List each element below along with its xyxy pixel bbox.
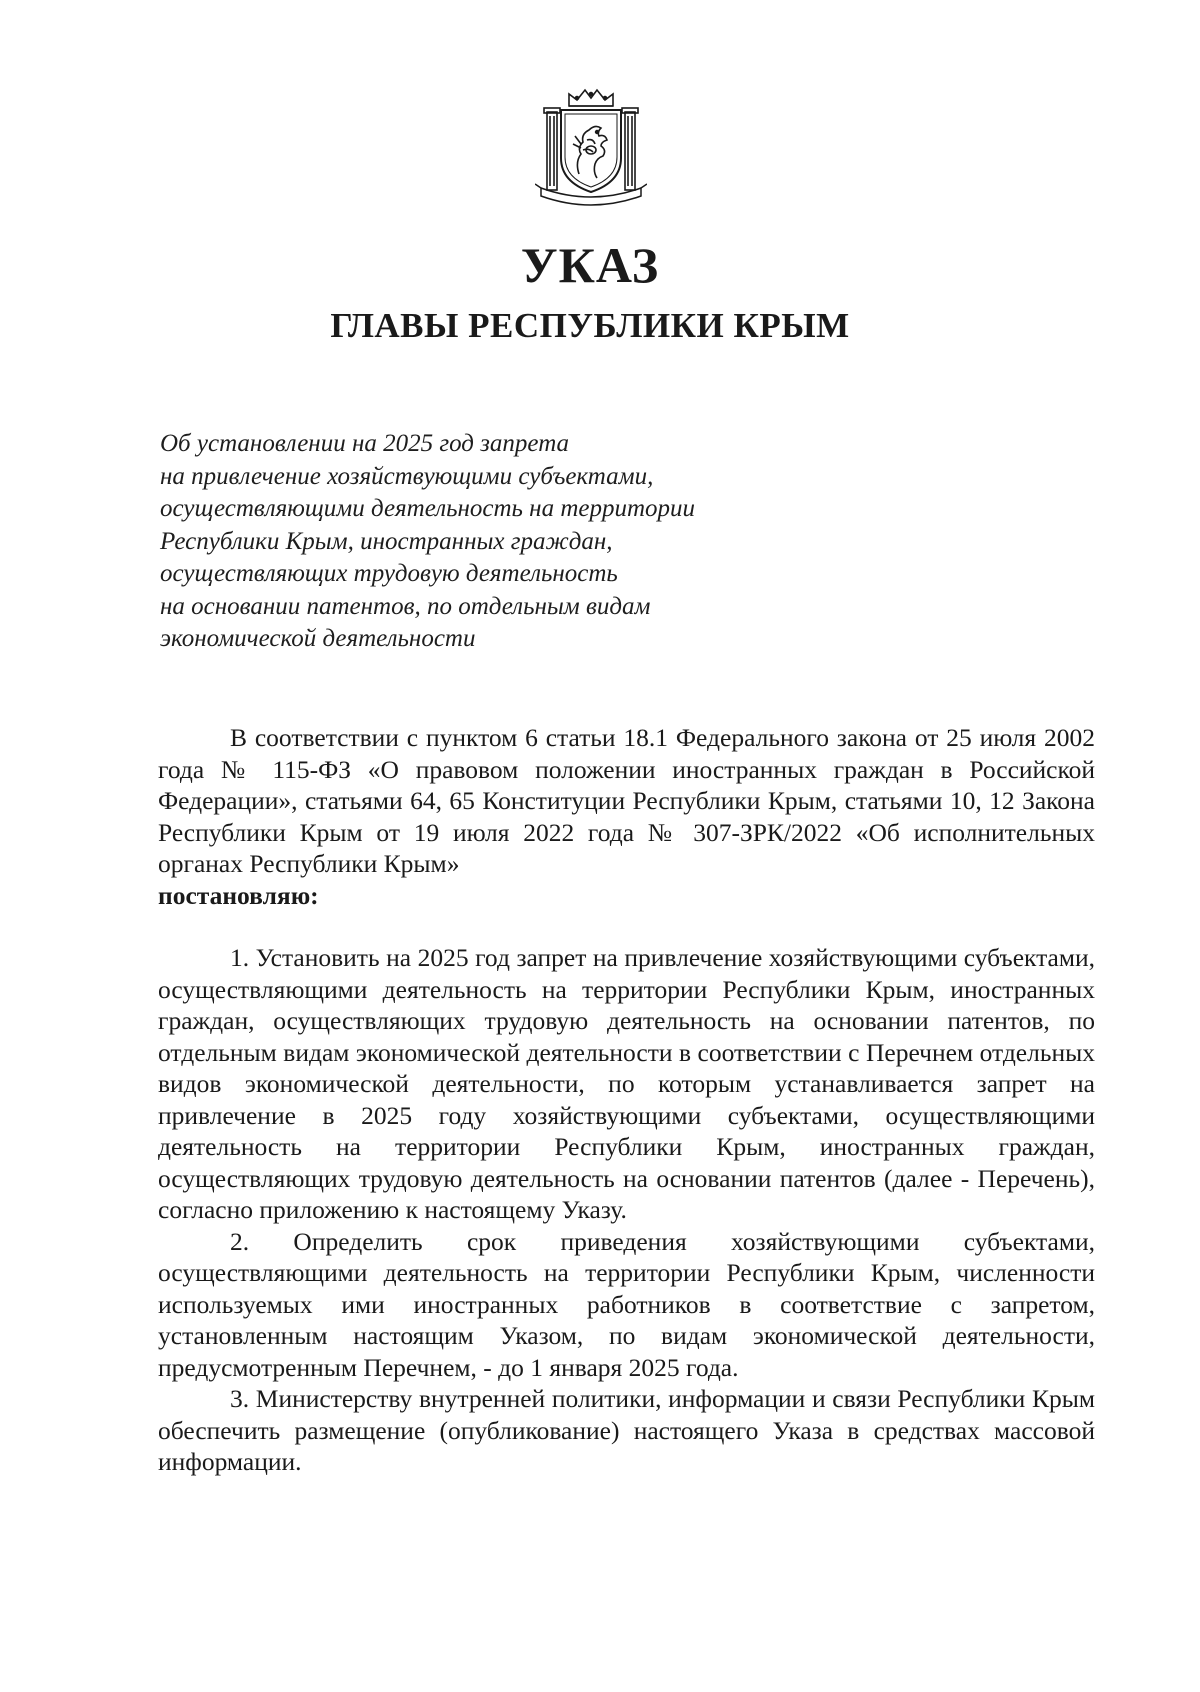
- preamble-text: В соответствии с пунктом 6 статьи 18.1 Федерального закона от 25 июля 2002 года № 115-ФЗ «О правовом положении иностранных граждан в Российской Федерации», статьями 64, 65 Конституции Республики Крым, статьями 10, 12 Закона Республики Крым от 19 июля 2022 года № 307-ЗРК/2022 «Об исполнительных органах Республики Крым»: [158, 723, 1095, 878]
- decree-item-1: 1. Установить на 2025 год запрет на привлечение хозяйствующими субъектами, осуществляющими деятельность на территории Республики Крым, иностранных граждан, осуществляющих трудовую деятельность на основании патентов, по отдельным видам экономической деятельности в соответствии с Перечнем отдельных видов экономической деятельности, по которым устанавливается запрет на привлечение в 2025 году хозяйствующими субъектами, осуществляющими деятельность на территории Республики Крым, иностранных граждан, осуществляющих трудовую деятельность на основании патентов (далее - Перечень), согласно приложению к настоящему Указу.: [158, 943, 1095, 1224]
- heading-line: экономической деятельности: [160, 625, 476, 652]
- heading-line: на основании патентов, по отдельным видам: [160, 592, 651, 620]
- document-body: [158, 722, 1095, 1478]
- heading-line: осуществляющими деятельность на территории: [160, 495, 696, 522]
- heading-line: Об установлении на 2025 год запрета: [160, 430, 570, 457]
- crimea-coat-of-arms-icon: [535, 84, 647, 206]
- heading-line: Республики Крым, иностранных граждан,: [160, 527, 613, 555]
- document-heading: [160, 428, 800, 656]
- heading-line: на привлечение хозяйствующими субъектами,: [160, 462, 654, 490]
- heading-line: осуществляющих трудовую деятельность: [160, 560, 618, 587]
- document-title: УКАЗ: [520, 237, 660, 293]
- document-subtitle: ГЛАВЫ РЕСПУБЛИКИ КРЫМ: [330, 306, 850, 345]
- decree-word: постановляю:: [158, 880, 319, 910]
- decree-item-3: 3. Министерству внутренней политики, информации и связи Республики Крым обеспечить размещение (опубликование) настоящего Указа в средствах массовой информации.: [158, 1384, 1095, 1476]
- preamble-paragraph: [158, 722, 1095, 911]
- decree-item-2: 2. Определить срок приведения хозяйствующими субъектами, осуществляющими деятельность на территории Республики Крым, численности используемых ими иностранных работников в соответствие с запретом, установленным настоящим Указом, по видам экономической деятельности, предусмотренным Перечнем, - до 1 января 2025 года.: [158, 1226, 1095, 1382]
